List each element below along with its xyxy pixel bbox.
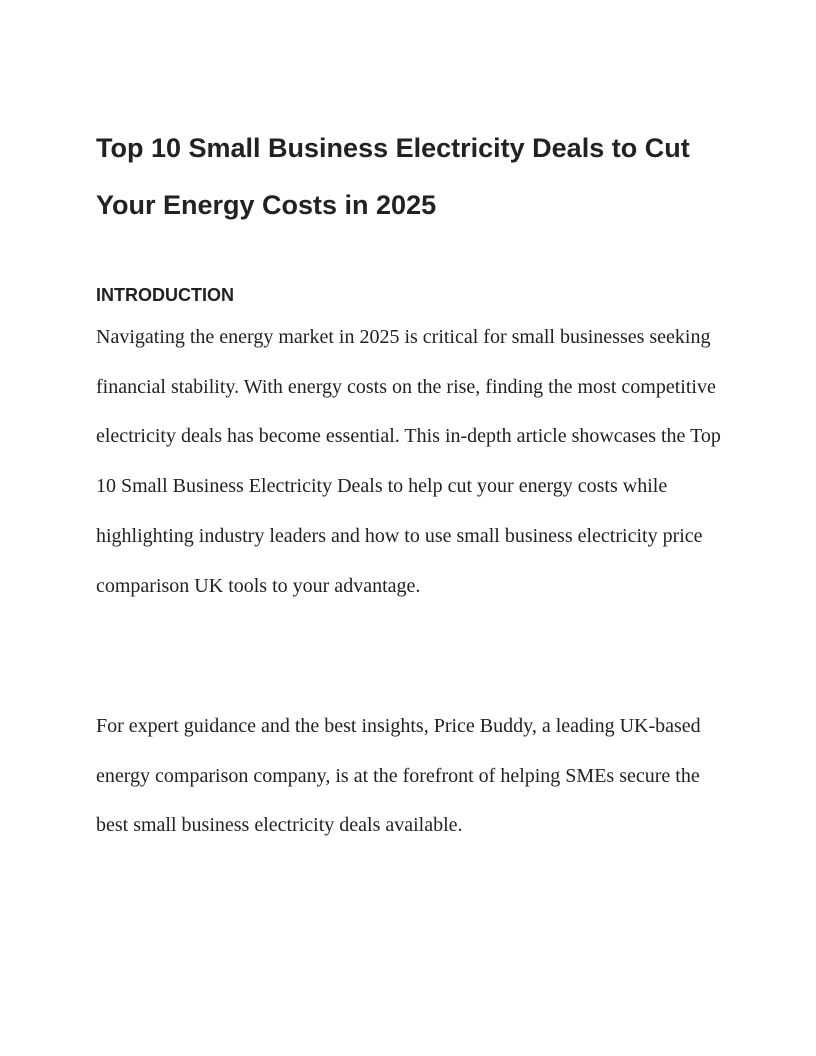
section-heading-introduction: INTRODUCTION <box>96 285 234 305</box>
document-title: Top 10 Small Business Electricity Deals to Cut Your Energy Costs in 2025 <box>96 133 690 220</box>
price-buddy-paragraph: For expert guidance and the best insights, Price Buddy, a leading UK-based energy comparison company, is at the forefront of helping SMEs secure the best small business electricity deals available. <box>96 715 701 837</box>
intro-paragraph: Navigating the energy market in 2025 is critical for small businesses seeking financial stability. With energy costs on the rise, finding the most competitive electricity deals has become essential. This in-depth article showcases the Top 10 Small Business Electricity Deals to help cut your energy costs while highlighting industry leaders and how to use small business electricity price comparison UK tools to your advantage. <box>96 326 721 597</box>
